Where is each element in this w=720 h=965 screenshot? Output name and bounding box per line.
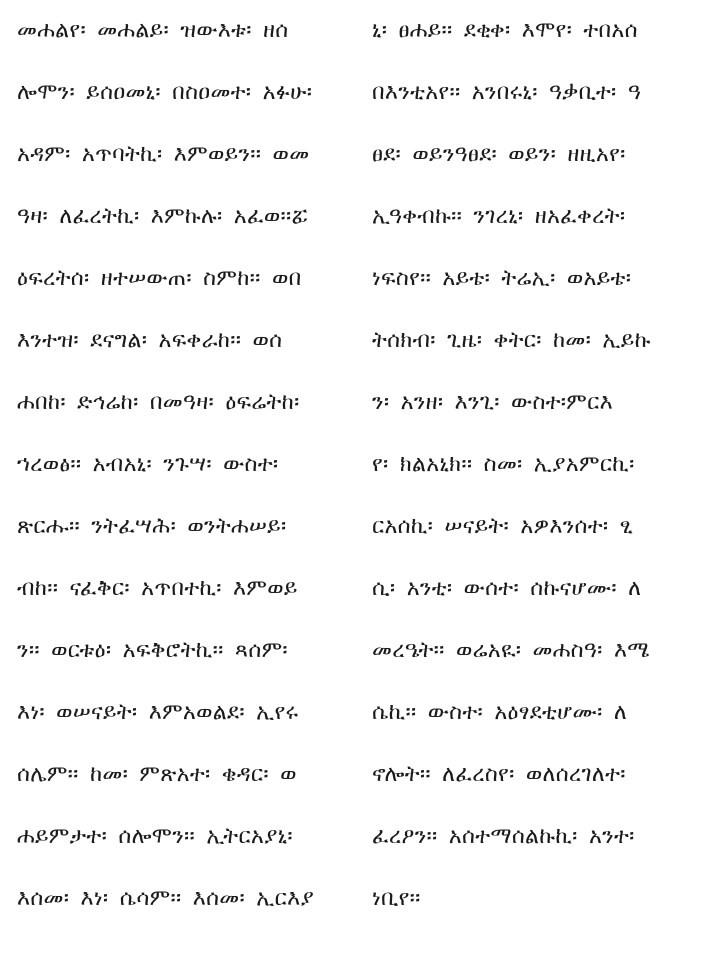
- text-line: መሐልየ፡ መሐልይ፡ ዝውእቱ፡ ዘሰ: [17, 18, 289, 43]
- text-line: በእንቲአየ፡፡ አንበሩኒ፡ ዓቃቢተ፡ ዓ: [372, 80, 642, 105]
- text-line: መረዔት፡፡ ወሬአዪ፡ መሐስዓ፡ እሜ: [372, 638, 650, 663]
- text-line: ሲ፡ አንቲ፡ ውሰተ፡ ሰኩናሆሙ፡ ለ: [372, 576, 642, 601]
- text-line: ሐበከ፡ ድኅሬከ፡ በመዓዛ፡ ዕፍሬትከ፡: [17, 390, 300, 415]
- text-line: ፈረዖን፡፡ አሰተማሰልኩኪ፡ አንተ፡: [372, 824, 635, 849]
- text-line: ነፍስየ፡፡ አይቴ፡ ትሬኢ፡ ወአይቴ፡: [372, 266, 632, 291]
- text-line: ሴኪ፡፡ ውስተ፡ አዕፃደቲሆሙ፡ ለ: [372, 700, 628, 725]
- text-line: ሎሞን፡ ይሰዐመኒ፡ በስዐመተ፡ አፉሁ፡: [17, 80, 313, 105]
- text-line: እንተዝ፡ ደናግል፡ አፍቀራከ፡፡ ወሰ: [17, 328, 283, 353]
- text-line: እሰመ፡ እነ፡ ሴሳም፡፡ እሰመ፡ ኢርእያ: [17, 886, 315, 911]
- text-line: ጽርሑ፡፡ ንትፈሣሕ፡ ወንትሐሠይ፡: [17, 514, 287, 539]
- text-line: ሰሌም፡፡ ከመ፡ ምጽአተ፡ ቄዳር፡ ወ: [17, 762, 297, 787]
- text-line: ኒ፡ ፀሐይ፡፡ ደቂቀ፡ እሞየ፡ ተበአሰ: [372, 18, 638, 43]
- text-line: ሐይምታተ፡ ሰሎሞን፡፡ ኢትርአያኒ፡: [17, 824, 293, 849]
- text-line: ነቢየ፡፡: [372, 886, 421, 911]
- text-line: ትሰክብ፡ ጊዜ፡ ቀትር፡ ከመ፡ ኢይኩ: [372, 328, 651, 353]
- text-line: እነ፡ ወሠናይት፡ እምአወልደ፡ ኢየሩ: [17, 700, 299, 725]
- text-line: ኀረወፅ፡፡ አብአኒ፡ ንጉሣ፡ ውስተ፡: [17, 452, 279, 477]
- text-line: ን፡፡ ወርቱዕ፡ አፍቅሮትኪ፡፡ ጻሰም፡: [17, 638, 288, 663]
- text-line: ዕፍረትሰ፡ ዘተሠውጠ፡ ስምከ፡፡ ወበ: [17, 266, 302, 291]
- text-line: ን፡ አንዘ፡ እንጊ፡ ውስተ፡ምርእ: [372, 390, 613, 415]
- text-line: ብከ፡፡ ናፈቅር፡ አጥበተኪ፡ እምወይ: [17, 576, 298, 601]
- text-line: ፀደ፡ ወይንዓፀደ፡ ወይን፡ ዘዚአየ፡: [372, 142, 626, 167]
- text-line: ዓዛ፡ ለፈረትኪ፡ እምኩሉ፡ አፈወ፡፡ፚ: [17, 204, 308, 229]
- right-text-column: [372, 14, 710, 944]
- left-text-column: [17, 14, 361, 944]
- text-line: የ፡ ክልአኒክ፡፡ ስመ፡ ኢያአምርኪ፡: [372, 452, 635, 477]
- text-line: አዳም፡ አጥባትኪ፡ እምወይን፡፡ ወመ: [17, 142, 310, 167]
- text-line: ርአሰኪ፡ ሠናይት፡ አዎእንሰተ፡ ፂ: [372, 514, 634, 539]
- text-line: ኢዓቀብኩ፡፡ ንገረኒ፡ ዘአፈቀረት፡: [372, 204, 626, 229]
- text-line: ኖሎት፡፡ ለፈረስየ፡ ወለሰረገለተ፡: [372, 762, 626, 787]
